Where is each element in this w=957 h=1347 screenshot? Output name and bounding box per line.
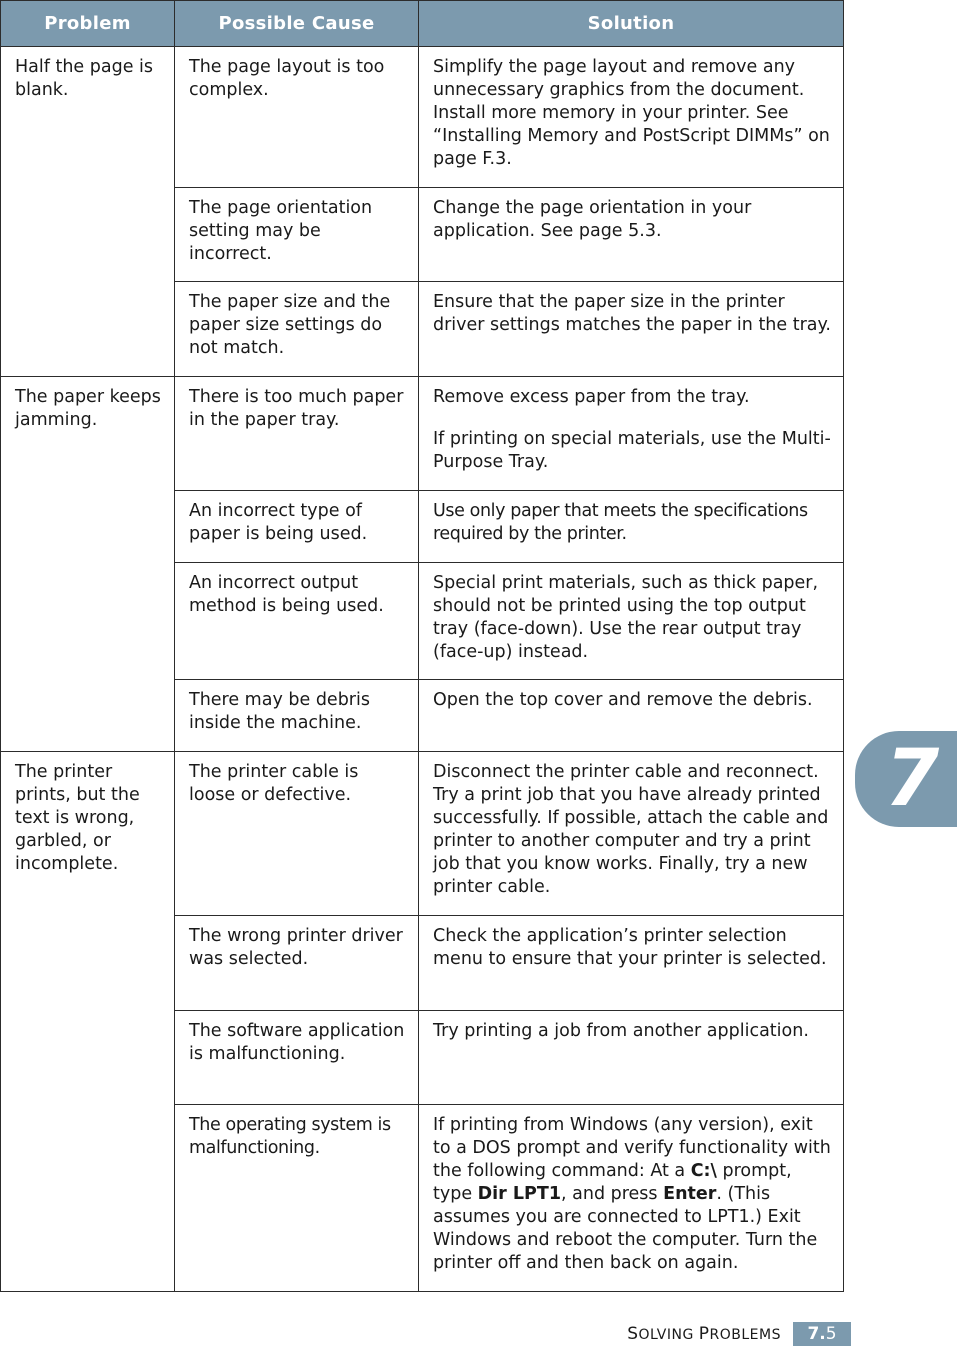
solution-text: Ensure that the paper size in the printer driver settings matches the paper in the tray. [433, 292, 831, 335]
cause-cell: The paper size and the paper size settings do not match. [175, 282, 419, 377]
chapter-tab [855, 731, 957, 827]
solution-text: Simplify the page layout and remove any unnecessary graphics from the document. Install more memory in your printer. See “Installing Memory and PostScript DIMMs” on page F.3. [433, 57, 830, 169]
header-solution: Solution [419, 1, 844, 47]
solution-text: Change the page orientation in your application. See page 5.3. [433, 198, 752, 241]
solution-text: Check the application’s printer selection menu to ensure that your printer is selected. [433, 926, 827, 969]
solution-cell [419, 377, 844, 491]
solution-text: Disconnect the printer cable and reconnect. Try a print job that you have already printed successfully. If possible, attach the cable and printer to another computer and try a print job that you know works. Finally, try a new printer cable. [433, 762, 829, 897]
solution-cell [419, 47, 844, 188]
table-header-row [1, 1, 844, 47]
solution-text: Try printing a job from another application. [433, 1021, 809, 1041]
table-row [1, 752, 844, 916]
key-text: Enter [663, 1184, 717, 1204]
cause-cell: The page orientation setting may be incorrect. [175, 188, 419, 282]
solution-text-part: , and press [561, 1184, 664, 1204]
page-footer [627, 1322, 851, 1346]
cause-cell: There may be debris inside the machine. [175, 680, 419, 752]
solution-text-part: prompt, type [433, 1161, 792, 1204]
solution-text: Remove excess paper from the tray. [433, 387, 750, 407]
cause-cell: The page layout is too complex. [175, 47, 419, 188]
solution-text: Use only paper that meets the specifications required by the printer. [433, 501, 808, 544]
solution-cell [419, 680, 844, 752]
page-number: 7.5 [793, 1322, 851, 1346]
cause-cell: There is too much paper in the paper tray. [175, 377, 419, 491]
command-prompt-text: C:\ [690, 1161, 717, 1181]
cause-cell: An incorrect type of paper is being used. [175, 491, 419, 563]
cause-cell: An incorrect output method is being used. [175, 563, 419, 680]
header-possible-cause: Possible Cause [175, 1, 419, 47]
cause-cell: The printer cable is loose or defective. [175, 752, 419, 916]
header-problem: Problem [1, 1, 175, 47]
problem-cell: The paper keeps jamming. [1, 377, 175, 752]
command-text: Dir LPT1 [477, 1184, 561, 1204]
solution-text-part: . (This assumes you are connected to LPT1.) Exit Windows and reboot the computer. Turn the printer off and then back on again. [433, 1184, 818, 1273]
table-row [1, 377, 844, 491]
section-title: SOLVING PROBLEMS [627, 1324, 781, 1344]
problem-cell: Half the page is blank. [1, 47, 175, 377]
solution-cell [419, 1105, 844, 1292]
solution-text-part: If printing from Windows (any version), exit to a DOS prompt and verify functionality with the following command: At a [433, 1115, 831, 1181]
cause-cell: The operating system is malfunctioning. [175, 1105, 419, 1292]
cause-cell: The wrong printer driver was selected. [175, 916, 419, 1011]
solution-cell [419, 752, 844, 916]
solution-cell [419, 282, 844, 377]
solution-text: Special print materials, such as thick paper, should not be printed using the top output tray (face-down). Use the rear output tray (face-up) instead. [433, 573, 819, 662]
solution-text: If printing on special materials, use the Multi-Purpose Tray. [433, 429, 831, 472]
solution-cell [419, 188, 844, 282]
solution-cell [419, 563, 844, 680]
cause-cell: The software application is malfunctioning. [175, 1011, 419, 1105]
solution-text [433, 1114, 831, 1275]
solution-text: Open the top cover and remove the debris. [433, 690, 813, 710]
solution-cell [419, 1011, 844, 1105]
solution-cell [419, 916, 844, 1011]
problem-cell: The printer prints, but the text is wrong, garbled, or incomplete. [1, 752, 175, 1292]
chapter-number: 7 [885, 734, 940, 824]
solution-cell [419, 491, 844, 563]
table-row [1, 47, 844, 188]
